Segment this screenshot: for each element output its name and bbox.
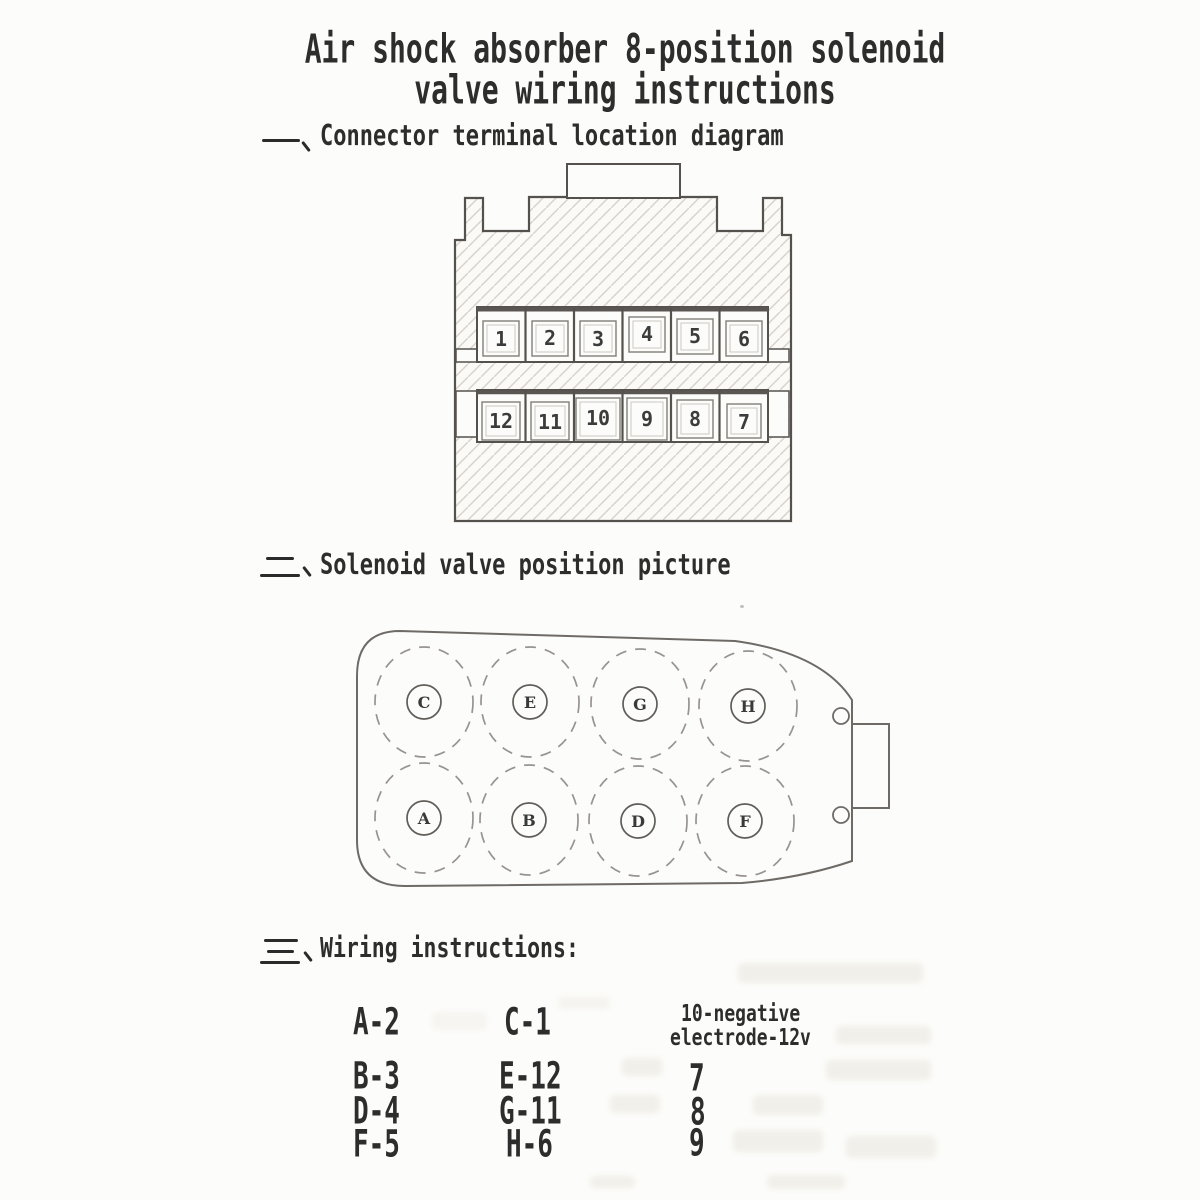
- connector-terminal-diagram: [440, 158, 805, 530]
- solenoid-label: A: [417, 809, 431, 828]
- bleedthrough-smudge: [558, 997, 610, 1009]
- wiring-pair: C-1: [504, 1001, 551, 1045]
- solenoid-port: [728, 804, 762, 838]
- valve-body: [357, 631, 852, 886]
- solenoid-valve-position-diagram: [340, 608, 915, 908]
- terminal-strip-bottom-left-notch: [456, 391, 477, 437]
- wiring-pair: D-4: [353, 1090, 400, 1134]
- bleedthrough-smudge: [753, 1095, 823, 1115]
- solenoid-port: [731, 689, 765, 723]
- connector-top-tab: [567, 164, 680, 198]
- valve-mounting-hole: [833, 807, 849, 823]
- bleedthrough-smudge: [590, 1176, 635, 1188]
- solenoid-label: F: [739, 812, 751, 831]
- wiring-pair: F-5: [353, 1123, 400, 1167]
- terminal-number: 10: [585, 406, 611, 430]
- solenoid-port: [623, 687, 657, 721]
- bleedthrough-smudge: [767, 1175, 845, 1189]
- wiring-terminal-number: 9: [689, 1122, 705, 1166]
- solenoid-port: [407, 801, 441, 835]
- solenoid-port: [621, 804, 655, 838]
- solenoid-port: [513, 685, 547, 719]
- wiring-terminal-number: 7: [689, 1057, 705, 1101]
- terminal-strip-top-right-notch: [768, 349, 789, 362]
- wiring-pair: G-11: [499, 1090, 562, 1134]
- terminal-number: 5: [688, 324, 702, 348]
- wiring-note-line2: electrode-12v: [670, 1024, 811, 1052]
- solenoid-label: B: [522, 811, 536, 830]
- terminal-strip-bottom-right-notch: [768, 391, 789, 437]
- bleedthrough-smudge: [432, 1012, 487, 1030]
- valve-connector-tab: [852, 724, 889, 808]
- wiring-note-line1: 10-negative: [681, 1000, 801, 1028]
- terminal-number: 12: [488, 409, 514, 433]
- wiring-pair: E-12: [499, 1055, 562, 1099]
- bleedthrough-smudge: [622, 1058, 662, 1076]
- terminal-number: 6: [737, 327, 751, 351]
- solenoid-port: [512, 803, 546, 837]
- bleedthrough-smudge: [610, 1095, 660, 1113]
- terminal-number: 4: [640, 322, 654, 346]
- scan-speck: [740, 605, 744, 608]
- document-title-line2: valve wiring instructions: [414, 66, 836, 114]
- solenoid-label: E: [523, 693, 537, 712]
- wiring-terminal-number: 8: [690, 1091, 706, 1135]
- terminal-number: 8: [688, 407, 702, 431]
- terminal-number: 1: [494, 327, 508, 351]
- bleedthrough-smudge: [738, 963, 923, 983]
- terminal-number: 7: [737, 410, 751, 434]
- section-2-heading: Solenoid valve position picture: [320, 549, 731, 582]
- valve-mounting-hole: [833, 708, 849, 724]
- wiring-pair: A-2: [353, 1001, 400, 1045]
- solenoid-port: [407, 685, 441, 719]
- bleedthrough-smudge: [846, 1136, 936, 1158]
- bleedthrough-smudge: [836, 1026, 931, 1044]
- solenoid-label: D: [631, 812, 645, 831]
- terminal-number: 11: [537, 410, 563, 434]
- terminal-number: 3: [591, 327, 605, 351]
- section-3-heading: Wiring instructions:: [320, 932, 579, 965]
- wiring-pair: B-3: [353, 1055, 400, 1099]
- solenoid-label: H: [740, 697, 756, 716]
- wiring-pair: H-6: [506, 1123, 553, 1167]
- document-title-line1: Air shock absorber 8-position solenoid: [304, 25, 946, 73]
- solenoid-label: C: [417, 693, 431, 712]
- terminal-strip-top-left-notch: [456, 349, 477, 362]
- terminal-number: 9: [640, 407, 654, 431]
- section-1-heading: Connector terminal location diagram: [320, 120, 784, 153]
- bleedthrough-smudge: [733, 1130, 823, 1152]
- solenoid-label: G: [633, 695, 647, 714]
- terminal-number: 2: [543, 326, 557, 350]
- bleedthrough-smudge: [826, 1060, 931, 1080]
